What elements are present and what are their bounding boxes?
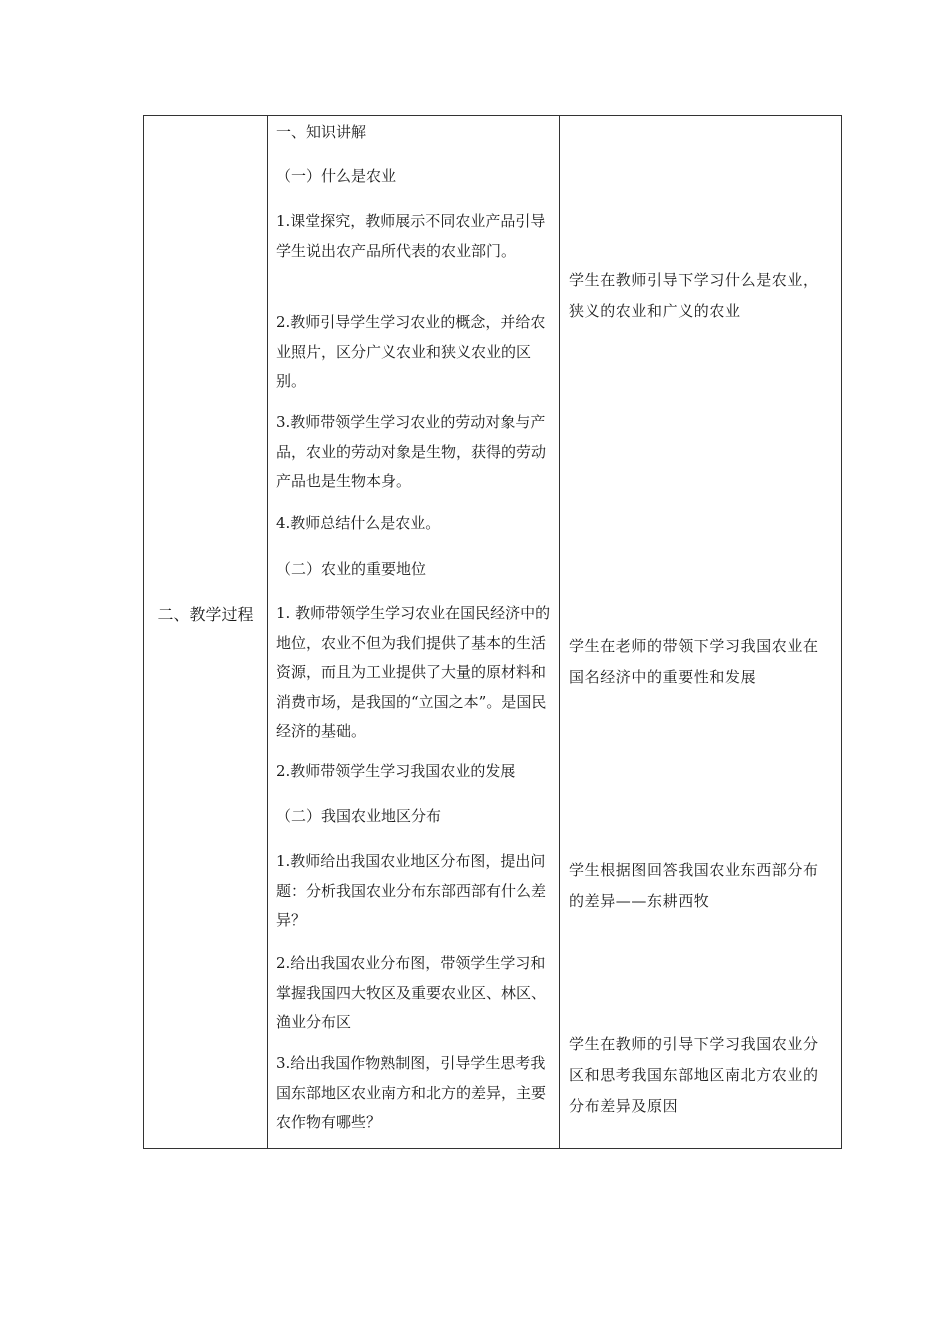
teacher-item: （二）我国农业地区分布 [276, 807, 442, 825]
teacher-item: 一、知识讲解 [276, 123, 367, 141]
teacher-item: 1.教师给出我国农业地区分布图，提出问题：分析我国农业分布东部西部有什么差异？ [276, 852, 547, 929]
teacher-item: 1. 教师带领学生学习农业在国民经济中的地位，农业不但为我们提供了基本的生活资源，而且为工业提供了大量的原材料和消费市场，是我国的“立国之本”。是国民经济的基础。 [276, 604, 551, 740]
student-item: 学生根据图回答我国农业东西部分布的差异——东耕西牧 [569, 861, 819, 910]
column-divider [267, 116, 268, 1148]
teacher-item: 1.课堂探究，教师展示不同农业产品引导学生说出农产品所代表的农业部门。 [276, 212, 546, 260]
teacher-item: 2.教师引导学生学习农业的概念，并给农业照片，区分广义农业和狭义农业的区别。 [276, 313, 546, 390]
teacher-item: 3.教师带领学生学习农业的劳动对象与产品，农业的劳动对象是生物，获得的劳动产品也是生物本身。 [276, 413, 547, 490]
teacher-item: （二）农业的重要地位 [276, 560, 427, 578]
teacher-item: 2.教师带领学生学习我国农业的发展 [276, 762, 516, 780]
teacher-item: 2.给出我国农业分布图，带领学生学习和掌握我国四大牧区及重要农业区、林区、渔业分布区 [276, 954, 547, 1031]
section-label: 二、教学过程 [157, 605, 254, 624]
column-divider [559, 116, 560, 1148]
student-item: 学生在老师的带领下学习我国农业在国名经济中的重要性和发展 [569, 637, 819, 686]
teacher-item: （一）什么是农业 [276, 167, 397, 185]
teacher-item: 3.给出我国作物熟制图，引导学生思考我国东部地区农业南方和北方的差异，主要农作物有哪些？ [276, 1054, 547, 1131]
student-item: 学生在教师引导下学习什么是农业，狭义的农业和广义的农业 [569, 271, 819, 320]
section-label-cell [144, 600, 267, 630]
student-item: 学生在教师的引导下学习我国农业分区和思考我国东部地区南北方农业的分布差异及原因 [569, 1035, 819, 1115]
lesson-table [143, 115, 842, 1149]
teacher-item: 4.教师总结什么是农业。 [276, 514, 441, 532]
